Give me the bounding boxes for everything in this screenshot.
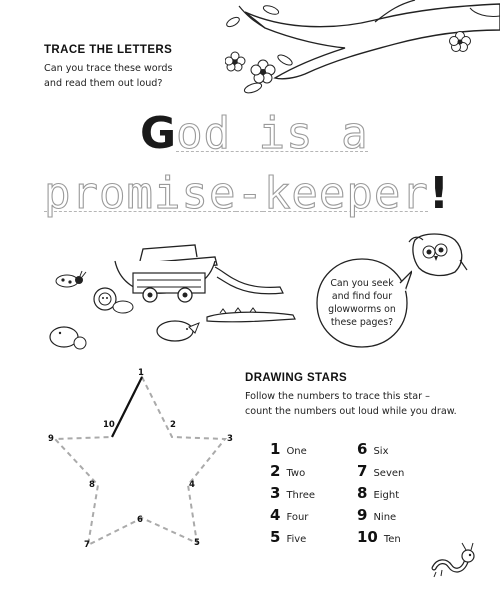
number-row-7	[357, 462, 404, 480]
star-solid-segment	[112, 377, 142, 437]
owl-illustration	[405, 230, 470, 280]
dot-to-dot-star	[50, 365, 240, 555]
number-row-3	[270, 484, 315, 502]
crocodile	[207, 308, 295, 322]
drawing-heading: DRAWING STARS	[245, 372, 348, 384]
flower-1	[251, 60, 275, 83]
number-word: Seven	[373, 468, 405, 479]
rhinoceros	[157, 321, 199, 341]
star-point-2: 2	[170, 420, 176, 430]
trace-dotted-text-2a: promise	[44, 168, 237, 219]
number-word: Three	[286, 490, 316, 501]
trace-solid-exclamation: !	[428, 168, 449, 219]
number-digit: 5	[270, 528, 281, 546]
number-digit: 3	[270, 484, 281, 502]
speech-bubble-text	[322, 277, 402, 329]
number-digit: 4	[270, 506, 281, 524]
speech-bubble-line4: these pages?	[330, 317, 394, 328]
tree-branch-illustration	[225, 0, 500, 105]
drawing-instructions-line1: Follow the numbers to trace this star –	[245, 391, 430, 402]
number-row-8	[357, 484, 399, 502]
number-digit: 7	[357, 462, 368, 480]
star-point-9: 9	[48, 434, 54, 444]
number-digit: 9	[357, 506, 368, 524]
trace-dotted-text-2b: keeper	[263, 168, 429, 219]
trace-solid-letter: G	[140, 108, 177, 159]
star-point-5: 5	[194, 538, 200, 548]
speech-bubble-line2: and find four	[331, 291, 393, 302]
flower-3	[450, 32, 471, 52]
trace-dotted-dash: -	[236, 168, 264, 219]
number-row-5	[270, 528, 306, 546]
ark-animals-illustration	[45, 235, 300, 355]
trace-instructions	[44, 61, 172, 91]
speech-bubble-line1: Can you seek	[330, 278, 394, 289]
number-digit: 10	[357, 528, 378, 546]
number-word: One	[286, 446, 307, 457]
star-point-7: 7	[84, 540, 90, 550]
number-word: Five	[286, 534, 307, 545]
number-digit: 8	[357, 484, 368, 502]
number-row-4	[270, 506, 308, 524]
number-word: Six	[373, 446, 389, 457]
star-point-4: 4	[189, 480, 195, 490]
flower-2	[225, 52, 245, 71]
star-point-8: 8	[89, 480, 95, 490]
trace-line-2	[44, 168, 449, 219]
trace-instructions-line1: Can you trace these words	[44, 63, 173, 74]
drawing-instructions	[245, 389, 457, 419]
noahs-ark-cart	[115, 245, 283, 302]
hippo	[50, 327, 86, 349]
number-word: Two	[286, 468, 306, 479]
number-row-10	[357, 528, 401, 546]
lion-cub	[94, 288, 133, 313]
number-row-1	[270, 440, 307, 458]
speech-bubble-line3: glowworms on	[328, 304, 396, 315]
drawing-instructions-line2: count the numbers out loud while you draw.	[245, 406, 457, 417]
star-point-10: 10	[103, 420, 115, 430]
number-digit: 2	[270, 462, 281, 480]
number-row-9	[357, 506, 396, 524]
ladybug	[56, 271, 86, 287]
trace-instructions-line2: and read them out loud?	[44, 78, 163, 89]
number-digit: 6	[357, 440, 368, 458]
glowworm-illustration	[428, 540, 478, 580]
star-point-6: 6	[137, 515, 143, 525]
star-point-1: 1	[138, 368, 144, 378]
number-word: Eight	[373, 490, 400, 501]
trace-line-1	[140, 108, 369, 159]
star-point-3: 3	[227, 434, 233, 444]
trace-dotted-text-1: od is a	[176, 108, 369, 159]
trace-heading: TRACE THE LETTERS	[44, 44, 173, 56]
number-word: Four	[286, 512, 309, 523]
number-row-2	[270, 462, 305, 480]
number-row-6	[357, 440, 388, 458]
number-digit: 1	[270, 440, 281, 458]
number-word: Nine	[373, 512, 397, 523]
number-word: Ten	[383, 534, 401, 545]
